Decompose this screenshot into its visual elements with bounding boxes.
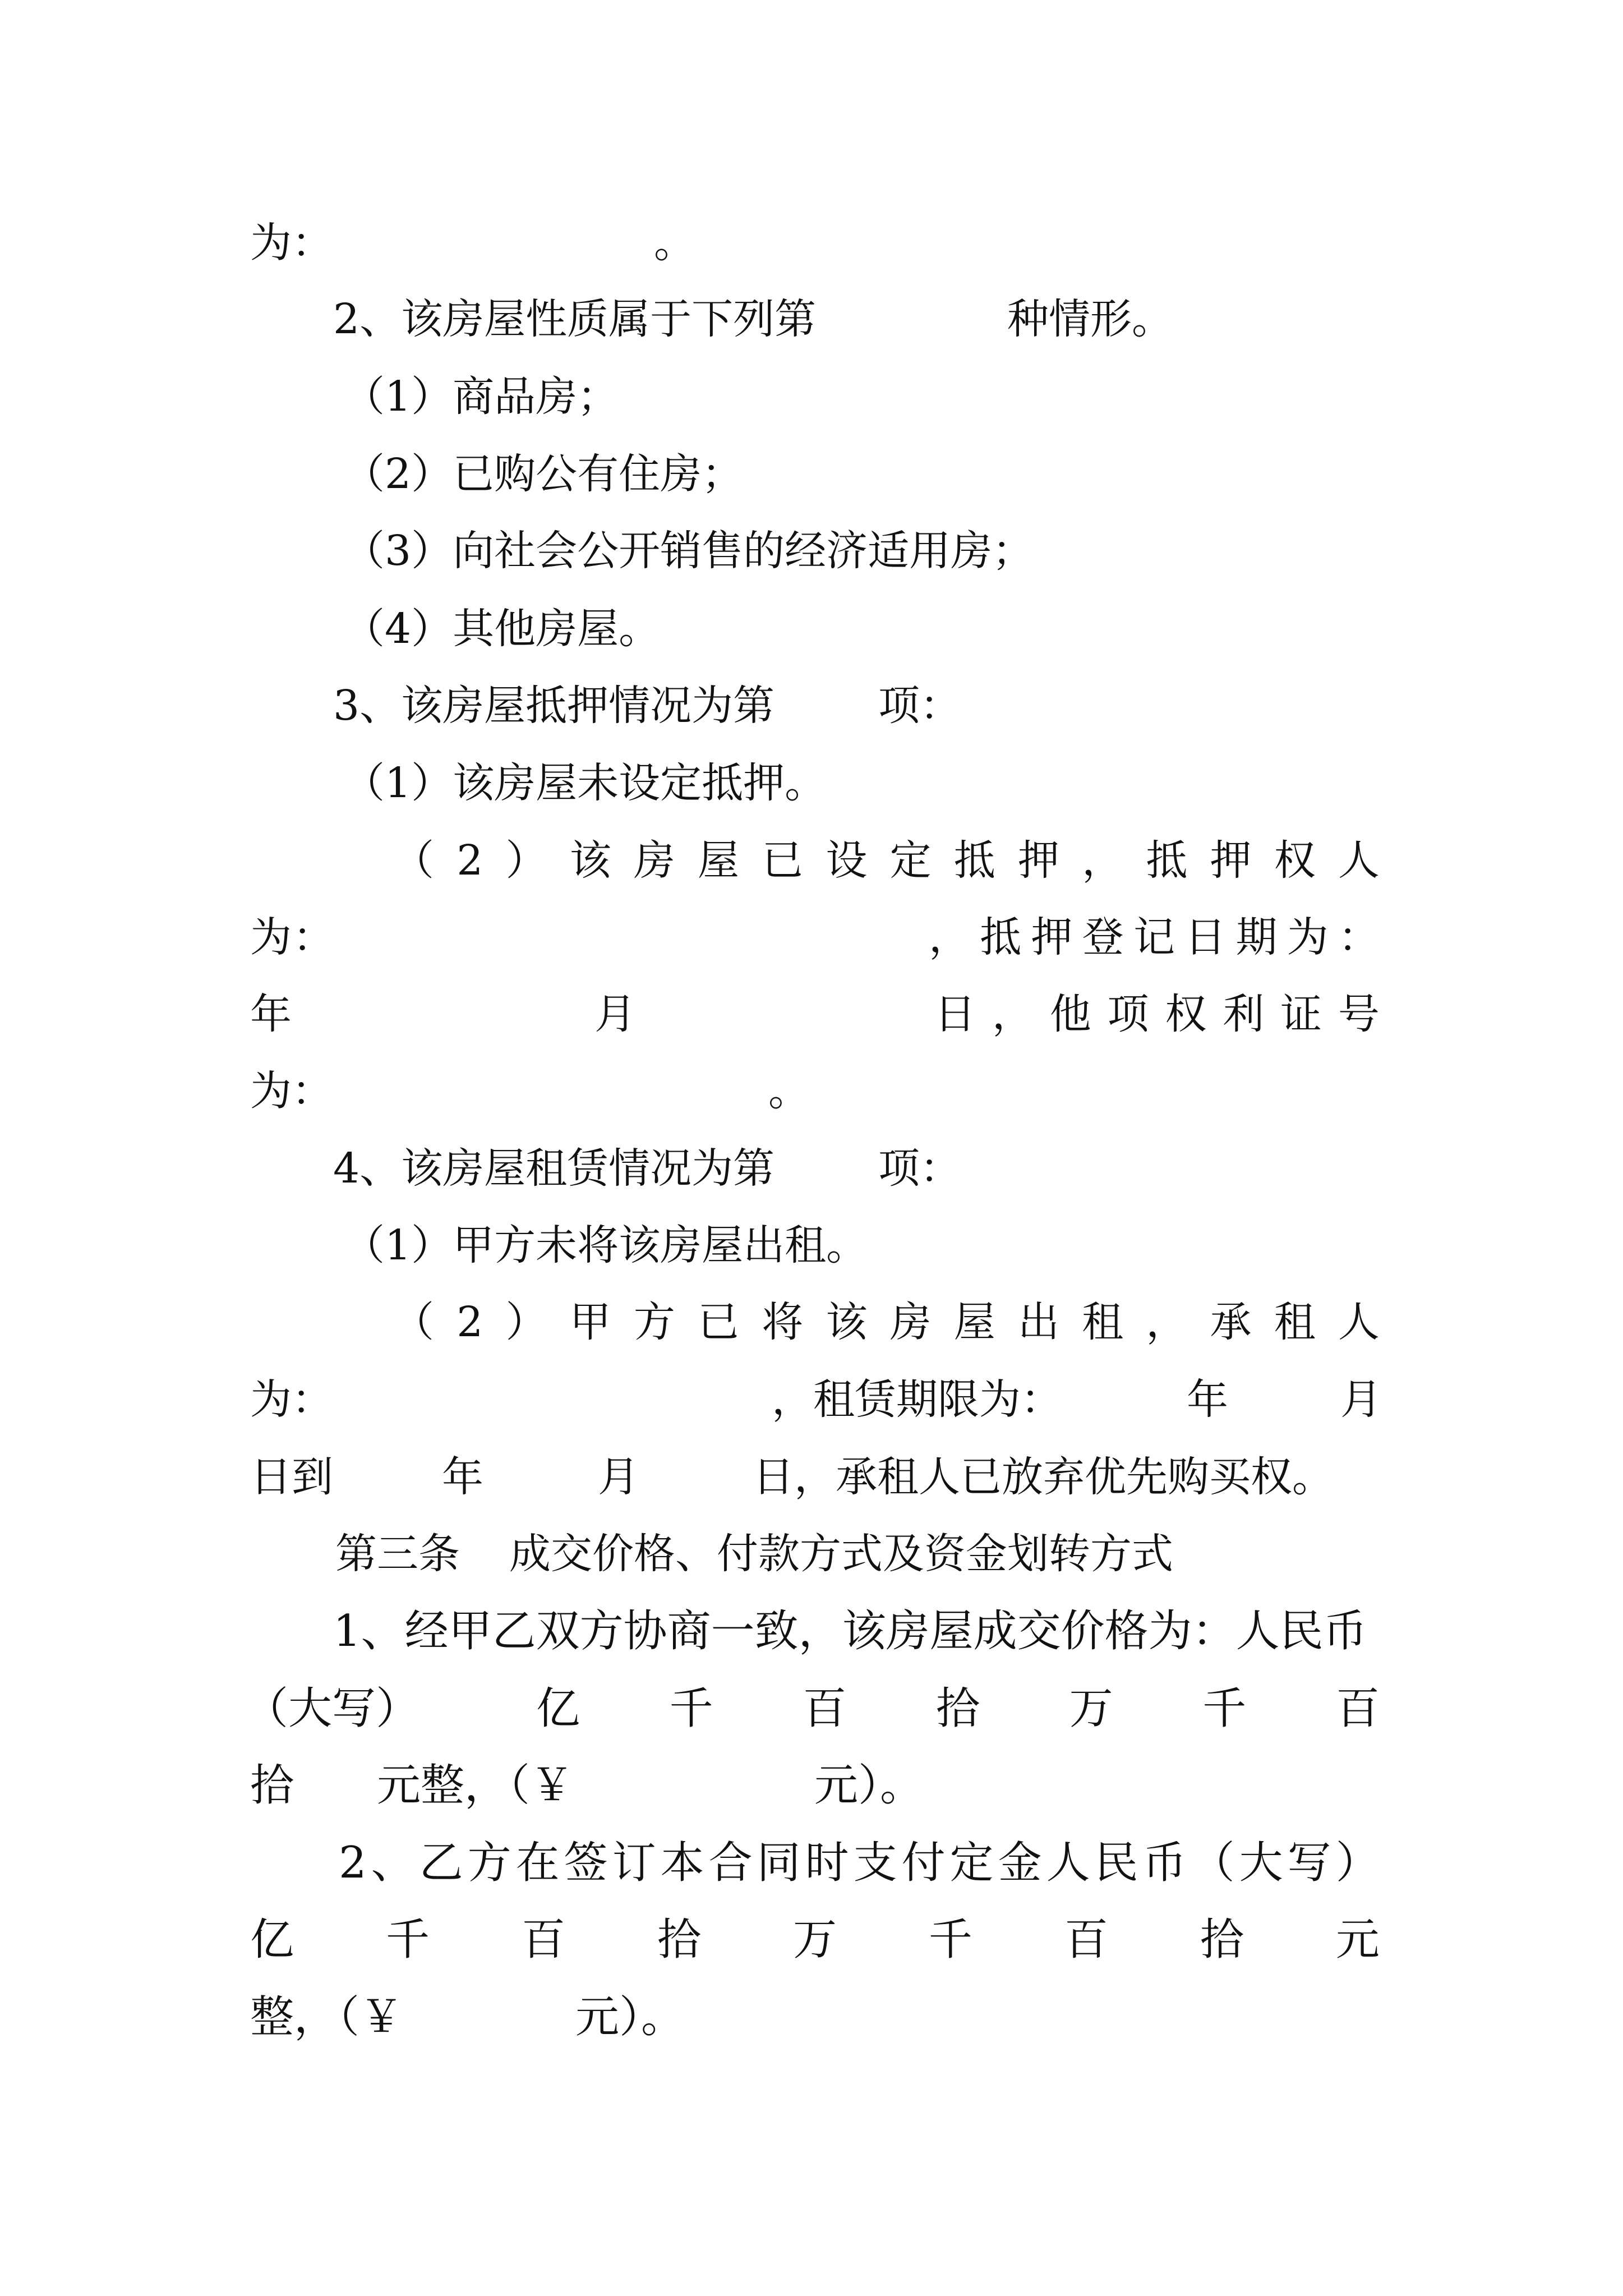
char: ： [1338,913,1380,961]
char: 万 [792,1915,837,1965]
char: 权 [1165,990,1207,1038]
char: ， [992,990,1034,1038]
char: 已 [698,1298,740,1346]
char: 万 [1069,1683,1113,1734]
text: 第三条 [335,1530,460,1578]
char: 千 [1202,1683,1247,1734]
justified-text [250,1909,1380,1971]
char: 为 [1287,913,1329,961]
char: 房 [889,1298,932,1346]
line-8 [0,752,1623,814]
text: 为： [250,1375,333,1424]
char: 利 [1223,990,1265,1038]
char: 他 [1049,990,1091,1038]
line-1 [0,212,1623,274]
char: 月 [594,990,636,1038]
text: 为： [250,219,333,267]
char: 屋 [698,836,740,885]
line-12 [0,1060,1623,1122]
char: ） [505,1298,547,1346]
char: 租 [1274,1298,1316,1346]
char: 证 [1280,990,1322,1038]
text: 。 [654,219,695,267]
text: 2、乙方在签订本合同时支付定金人民币（大写） [339,1838,1384,1888]
char: ） [505,836,547,885]
char: 押 [1031,913,1073,961]
char: 该 [826,1298,868,1346]
char: 千 [669,1683,713,1734]
char: 租 [1082,1298,1124,1346]
line-2 [0,288,1623,350]
line-6 [0,598,1623,660]
line-4 [0,443,1623,505]
char: 拾 [657,1915,701,1965]
line-21 [0,1755,1623,1816]
line-16 [0,1369,1623,1430]
justified-text [393,1291,1380,1353]
justified-text [536,1678,1380,1740]
text: ，租赁期限为： [772,1375,1062,1424]
char: 千 [385,1915,430,1965]
char: 拾 [1200,1915,1244,1965]
text: 拾 [250,1760,294,1811]
char: 百 [1335,1683,1380,1734]
char: 登 [1082,913,1124,961]
text: 元整，（￥ [377,1760,574,1811]
char: 屋 [953,1298,995,1346]
text: 年 [1187,1375,1228,1424]
line-23 [0,1909,1623,1971]
line-20 [0,1678,1623,1740]
justified-text [929,907,1380,968]
char: 设 [826,836,868,885]
char: 为 [250,913,292,961]
char: 将 [762,1298,804,1346]
text: 1、经甲乙双方协商一致，该房屋成交价格为：人民币 [333,1606,1367,1657]
char: 拾 [935,1683,980,1734]
text: 种情形。 [1007,295,1173,343]
text: 项： [878,1144,961,1193]
char: 抵 [980,913,1022,961]
char: （ [393,1298,434,1346]
char: ： [293,913,334,961]
char: 承 [1210,1298,1252,1346]
char: （ [393,836,434,885]
text: 月 [1340,1375,1382,1424]
text: 整，（￥ [250,1992,404,2042]
char: 百 [1064,1915,1108,1965]
text: 2、该房屋性质属于下列第 [333,295,817,343]
char: 项 [1107,990,1149,1038]
char: ， [1146,1298,1188,1346]
line-7 [0,675,1623,737]
char: 日 [934,990,976,1038]
line-13 [0,1138,1623,1199]
char: 人 [1338,836,1380,885]
char: 权 [1274,836,1316,885]
text: 为： [250,1067,333,1115]
char: ， [1082,836,1124,885]
text: 项： [878,682,961,730]
line-15 [0,1291,1623,1353]
char: 年 [250,990,292,1038]
char: 房 [633,836,675,885]
char: 押 [1017,836,1059,885]
char: 出 [1017,1298,1059,1346]
char: 抵 [953,836,995,885]
text: 3、该房屋抵押情况为第 [333,682,775,730]
justified-text [934,983,1380,1045]
char: 元 [1335,1915,1380,1965]
text: 元）。 [814,1760,924,1811]
line-10 [0,907,1623,968]
text: （4）其他房屋。 [343,605,661,653]
text: 日到 [250,1453,333,1501]
char: 百 [521,1915,565,1965]
char: 方 [633,1298,675,1346]
line-3 [0,366,1623,427]
line-19 [0,1600,1623,1662]
char: 押 [1210,836,1252,885]
line-11 [0,983,1623,1045]
char: ， [929,913,970,961]
justified-text [393,830,1380,891]
line-18 [0,1523,1623,1585]
text: （1）甲方未将该房屋出租。 [343,1221,868,1269]
text: 月 [598,1453,639,1501]
text: （3）向社会公开销售的经济适用房； [343,527,1034,575]
char: 甲 [569,1298,611,1346]
text: 4、该房屋租赁情况为第 [333,1144,775,1193]
line-14 [0,1214,1623,1276]
text: （大写） [245,1683,420,1734]
text: （1）商品房； [343,372,619,421]
char: 该 [569,836,611,885]
char: 2 [457,1298,483,1346]
char: 定 [889,836,932,885]
text: 。 [768,1067,810,1115]
char: 2 [457,836,483,885]
line-9 [0,830,1623,891]
text: （2）已购公有住房； [343,450,744,498]
char: 亿 [250,1915,294,1965]
char: 人 [1338,1298,1380,1346]
text: 年 [442,1453,483,1501]
text: （1）该房屋未设定抵押。 [343,759,827,807]
justified-text [250,907,334,968]
char: 亿 [536,1683,580,1734]
line-17 [0,1446,1623,1508]
text: 日，承租人已放弃优先购买权。 [753,1453,1334,1501]
char: 百 [803,1683,847,1734]
char: 已 [762,836,804,885]
text: 元）。 [575,1992,685,2042]
line-22 [0,1832,1623,1894]
char: 千 [928,1915,972,1965]
text: 成交价格、付款方式及资金划转方式 [509,1530,1173,1578]
line-5 [0,520,1623,582]
char: 抵 [1146,836,1188,885]
char: 日 [1184,913,1227,961]
char: 期 [1235,913,1278,961]
line-24 [0,1986,1623,2048]
char: 记 [1133,913,1175,961]
char: 号 [1338,990,1380,1038]
